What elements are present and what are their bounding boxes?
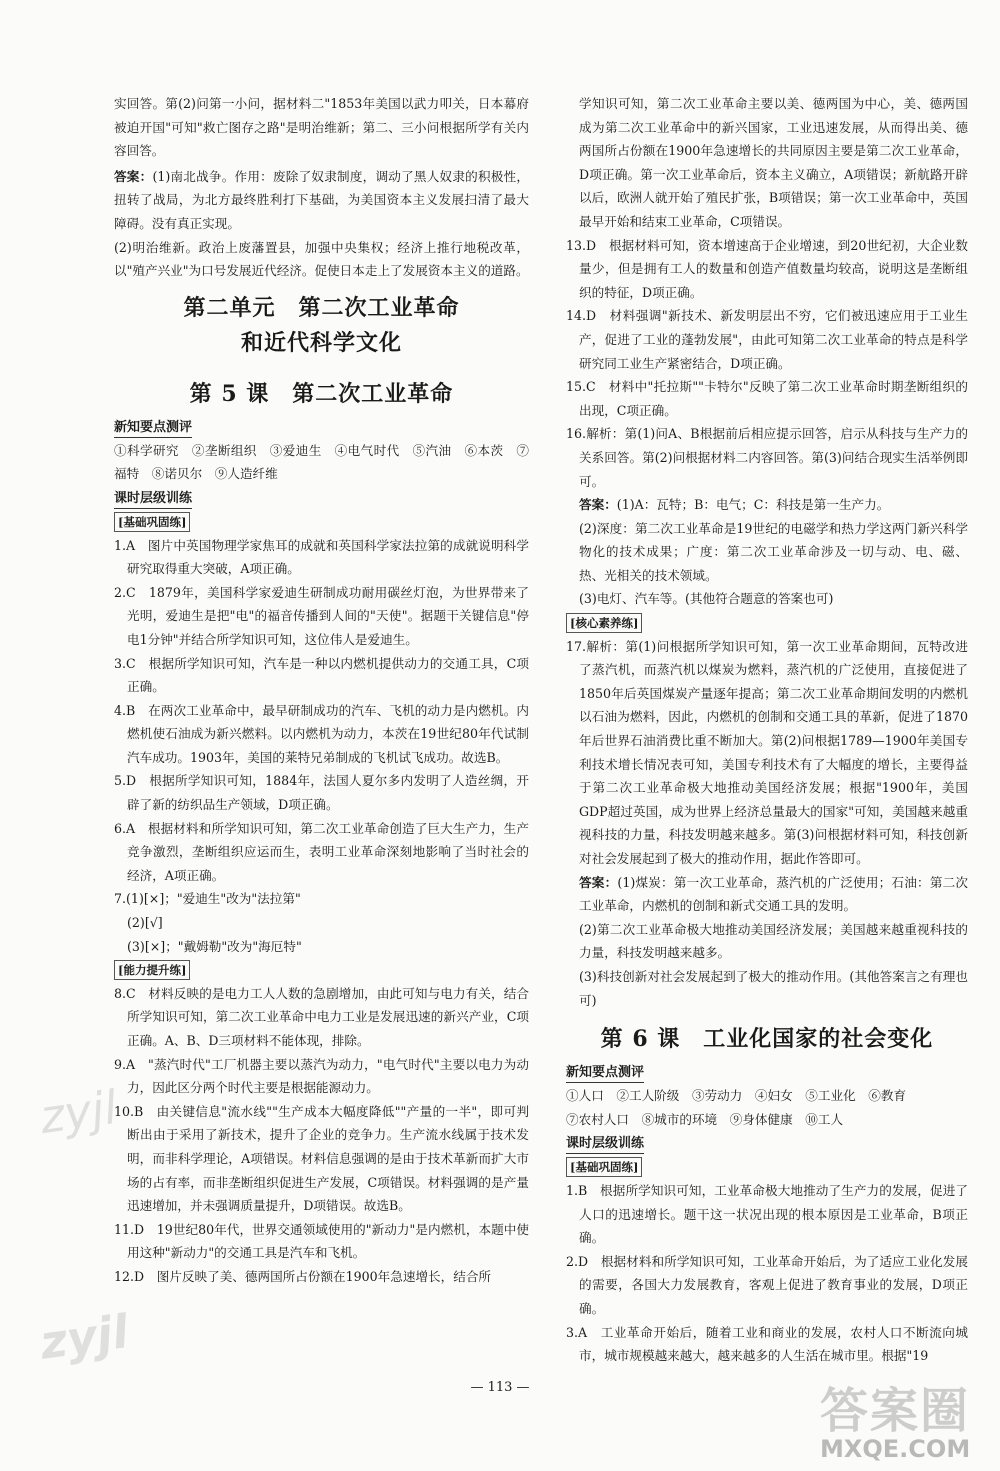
watermark-logo-text: 答案圈 bbox=[820, 1383, 971, 1439]
question-17-answer-3: (3)科技创新对社会发展起到了极大的推动作用。(其他答案言之有理也可) bbox=[579, 968, 968, 1008]
question-17-answer-1 bbox=[566, 871, 968, 918]
unit-title-line-1: 第二单元 第二次工业革命 bbox=[183, 294, 460, 321]
unit-title-line-2: 和近代科学文化 bbox=[240, 329, 402, 356]
question-11: 11.D 19世纪80年代，世界交通领域使用的"新动力"是内燃机，本题中使用这种"新动力"的交通工具是汽车和飞机。 bbox=[114, 1221, 529, 1261]
question-9: 9.A "蒸汽时代"工厂机器主要以蒸汽为动力，"电气时代"主要以电力为动力，因此区分两个时代主要是根据能源动力。 bbox=[114, 1056, 529, 1096]
watermark-text: zyjl bbox=[36, 1304, 132, 1370]
question-8: 8.C 材料反映的是电力工人人数的急剧增加，由此可知与电力有关，结合所学知识可知，第二次工业革命中电力工业是发展迅速的新兴产业，C项正确。A、B、D三项材料不能体现，排除。 bbox=[114, 985, 529, 1048]
answer-1-text: (1)南北战争。作用：废除了奴隶制度，调动了黑人奴隶的积极性，扭转了战局，为北方最终胜利打下基础，为美国资本主义发展扫清了最大障碍。没有真正实现。 bbox=[114, 168, 529, 231]
answer-label: 答案： bbox=[579, 497, 617, 513]
question-3: 3.A 工业革命开始后，随着工业和商业的发展，农村人口不断流向城市，城市规模越来越大，越来越多的人生活在城市里。根据"19 bbox=[566, 1324, 968, 1364]
right-column bbox=[566, 92, 968, 1368]
question-7-part-1: 7.(1)[×]；"爱迪生"改为"法拉第" bbox=[114, 891, 301, 907]
question-17: 17.解析：第(1)问根据所学知识可知，第一次工业革命期间，瓦特改进了蒸汽机，而蒸汽机以煤炭为燃料，蒸汽机的广泛使用，直接促进了1850年后英国煤炭产量逐年提高；第二次工业革命期间发明的内燃机以石油为燃料，因此，内燃机的创制和交通工具的革新，促进了1870年后世界石油消费比重不断加大。第(2)问根据1789—1900年美国专利技术增长情况表可知，美国专利技术有了大幅度的增长，主要得益于第二次工业革命极大地推动美国经济发展；根据"1900年，美国GDP超过英国，成为世界上经济总量最大的国家"可知，美国越来越重视科技的力量，科技发明越来越多。第(3)问根据材料可知，科技创新对社会发展起到了极大的推动作用，据此作答即可。 bbox=[566, 638, 968, 866]
left-column bbox=[114, 92, 529, 1289]
question-6: 6.A 根据材料和所学知识可知，第二次工业革命创造了巨大生产力，生产竞争激烈，垄断组织应运而生，表明工业革命深刻地影响了当时社会的经济，A项正确。 bbox=[114, 820, 529, 883]
question-16-answer-1-text: (1)A：瓦特；B：电气；C：科技是第一生产力。 bbox=[616, 497, 890, 513]
watermark-text: zyjl bbox=[36, 1079, 121, 1145]
answer-1 bbox=[114, 165, 529, 236]
question-12-continued: 学知识可知，第二次工业革命主要以美、德两国为中心，美、德两国成为第二次工业革命中的新兴国家，工业迅速发展，从而得出美、德两国所占份额在1900年急速增长的共同原因主要是第二次工业革命，D项正确。第一次工业革命后，资本主义确立，A项错误；新航路开辟以后，欧洲人就开始了殖民扩张，B项错误；第一次工业革命中，英国最早开始和结束工业革命，C项错误。 bbox=[579, 96, 968, 229]
question-12: 12.D 图片反映了美、德两国所占份额在1900年急速增长，结合所 bbox=[114, 1268, 492, 1284]
subsection-core: [核心素养练] bbox=[566, 613, 642, 633]
question-4: 4.B 在两次工业革命中，最早研制成功的汽车、飞机的动力是内燃机。内燃机使石油成为新兴燃料。以内燃机为动力，本茨在19世纪80年代试制汽车成功。1903年，美国的莱特兄弟制成的飞机试飞成功。故选B。 bbox=[114, 702, 529, 765]
section-training: 课时层级训练 bbox=[566, 1134, 644, 1154]
unit-title bbox=[114, 291, 529, 361]
question-7-part-2: (2)[√] bbox=[127, 915, 163, 931]
question-17-answer-1-text: (1)煤炭：第一次工业革命，蒸汽机的广泛使用；石油：第二次工业革命，内燃机的创制和新式交通工具的发明。 bbox=[579, 874, 969, 914]
question-7-part-3: (3)[×]；"戴姆勒"改为"海厄特" bbox=[127, 938, 302, 954]
intro-text: 实回答。第(2)问第一小问，据材料二"1853年美国以武力叩关，日本幕府被迫开国"可知"救亡图存之路"是明治维新；第二、三小问根据所学有关内容回答。 bbox=[114, 96, 529, 159]
question-2: 2.C 1879年，美国科学家爱迪生研制成功耐用碳丝灯泡，为世界带来了光明，爱迪生是把"电"的福音传播到人间的"天使"。据题干关键信息"停电1分钟"并结合所学知识可知，这位伟人是爱迪生。 bbox=[114, 584, 529, 647]
section-training: 课时层级训练 bbox=[114, 489, 192, 509]
question-14: 14.D 材料强调"新技术、新发明层出不穷，它们被迅速应用于工业生产，促进了工业的蓬勃发展"，由此可知第二次工业革命的特点是科学研究同工业生产紧密结合，D项正确。 bbox=[566, 308, 968, 371]
new-points-list: ①科学研究 ②垄断组织 ③爱迪生 ④电气时代 ⑤汽油 ⑥本茨 ⑦福特 ⑧诺贝尔 ⑨人造纤维 bbox=[114, 442, 529, 482]
subsection-basic: [基础巩固练] bbox=[566, 1157, 642, 1177]
lesson-5-title: 第 5 课 第二次工业革命 bbox=[189, 380, 454, 407]
answer-label: 答案： bbox=[579, 874, 618, 890]
question-15: 15.C 材料中"托拉斯""卡特尔"反映了第二次工业革命时期垄断组织的出现，C项正确。 bbox=[566, 379, 968, 418]
question-1: 1.A 图片中英国物理学家焦耳的成就和英国科学家法拉第的成就说明科学研究取得重大突破，A项正确。 bbox=[114, 537, 529, 577]
question-16-answer-1 bbox=[566, 493, 968, 517]
new-points-list-1: ①人口 ②工人阶级 ③劳动力 ④妇女 ⑤工业化 ⑥教育 bbox=[566, 1088, 907, 1104]
question-1: 1.B 根据所学知识可知，工业革命极大地推动了生产力的发展，促进了人口的迅速增长。题干这一状况出现的根本原因是工业革命，B项正确。 bbox=[566, 1182, 968, 1246]
question-5: 5.D 根据所学知识可知，1884年，法国人夏尔多内发明了人造丝绸，开辟了新的纺织品生产领域，D项正确。 bbox=[114, 773, 529, 813]
question-17-answer-2: (2)第二次工业革命极大地推动美国经济发展；美国越来越重视科技的力量，科技发明越来越多。 bbox=[579, 921, 968, 961]
question-16-answer-3: (3)电灯、汽车等。(其他符合题意的答案也可) bbox=[579, 591, 834, 607]
subsection-ability: [能力提升练] bbox=[114, 960, 190, 980]
question-3: 3.C 根据所学知识可知，汽车是一种以内燃机提供动力的交通工具，C项正确。 bbox=[114, 655, 529, 695]
watermark-logo-url: MXQE.COM bbox=[820, 1435, 971, 1463]
question-13: 13.D 根据材料可知，资本增速高于企业增速，到20世纪初，大企业数量少，但是拥有工人的数量和创造产值数量均较高，说明这是垄断组织的特征，D项正确。 bbox=[566, 237, 968, 300]
question-10: 10.B 由关键信息"流水线""生产成本大幅度降低""产量的一半"，即可判断出由于采用了新技术，提升了企业的竞争力。生产流水线属于技术发明，而非科学理论，A项错误。材料信息强调的是由于技术革新而扩大市场的占有率，而非垄断组织促进生产发展，C项错误。材料强调的是产量迅速增加，并未强调质量提升，D项错误。故选B。 bbox=[114, 1103, 529, 1214]
answer-label: 答案： bbox=[114, 168, 153, 184]
new-points-list-2: ⑦农村人口 ⑧城市的环境 ⑨身体健康 ⑩工人 bbox=[566, 1111, 844, 1127]
lesson-6-title: 第 6 课 工业化国家的社会变化 bbox=[600, 1026, 934, 1053]
question-2: 2.D 根据材料和所学知识可知，工业革命开始后，为了适应工业化发展的需要，各国大力发展教育，客观上促进了教育事业的发展，D项正确。 bbox=[566, 1253, 968, 1316]
question-16: 16.解析：第(1)问A、B根据前后相应提示回答，启示从科技与生产力的关系回答。第(2)问根据材料二内容回答。第(3)问结合现实生活举例即可。 bbox=[566, 426, 968, 489]
answer-2: (2)明治维新。政治上废藩置县，加强中央集权；经济上推行地税改革，以"殖产兴业"为口号发展近代经济。促使日本走上了发展资本主义的道路。 bbox=[114, 239, 529, 279]
section-new-points: 新知要点测评 bbox=[114, 418, 192, 438]
subsection-basic: [基础巩固练] bbox=[114, 512, 190, 532]
section-new-points: 新知要点测评 bbox=[566, 1063, 644, 1083]
question-16-answer-2: (2)深度：第二次工业革命是19世纪的电磁学和热力学这两门新兴科学物化的技术成果；广度：第二次工业革命涉及一切与动、电、磁、热、光相关的技术领域。 bbox=[579, 520, 968, 583]
page-number: — 113 — bbox=[470, 1380, 530, 1395]
